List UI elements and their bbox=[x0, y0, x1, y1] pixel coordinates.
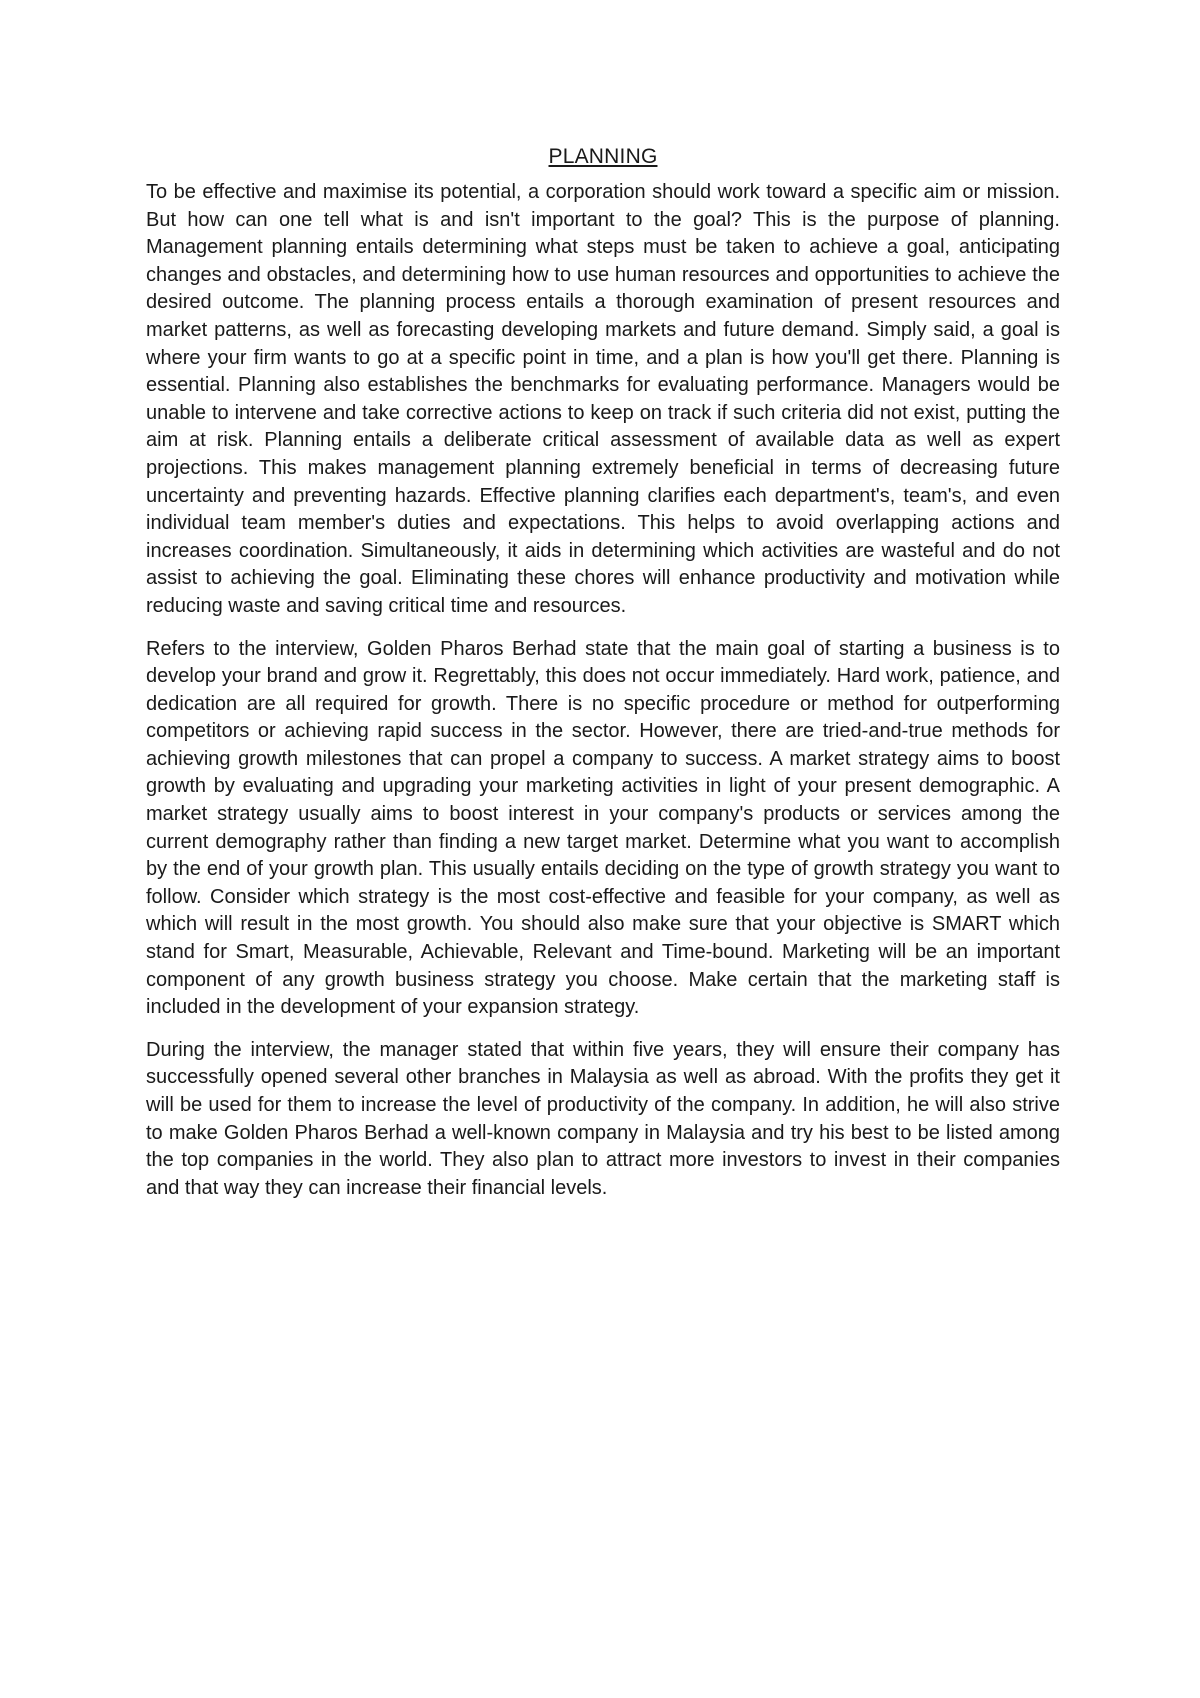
paragraph-planning-overview: To be effective and maximise its potential, a corporation should work toward a specific aim or mission. But how can one tell what is and isn't important to the goal? This is the purpose of planning. Management planning entails determining what steps must be taken to achieve a goal, anticipating changes and obstacles, and determining how to use human resources and opportunities to achieve the desired outcome. The planning process entails a thorough examination of present resources and market patterns, as well as forecasting developing markets and future demand. Simply said, a goal is where your firm wants to go at a specific point in time, and a plan is how you'll get there. Planning is essential. Planning also establishes the benchmarks for evaluating performance. Managers would be unable to intervene and take corrective actions to keep on track if such criteria did not exist, putting the aim at risk. Planning entails a deliberate critical assessment of available data as well as expert projections. This makes management planning extremely beneficial in terms of decreasing future uncertainty and preventing hazards. Effective planning clarifies each department's, team's, and even individual team member's duties and expectations. This helps to avoid overlapping actions and increases coordination. Simultaneously, it aids in determining which activities are wasteful and do not assist to achieving the goal. Eliminating these chores will enhance productivity and motivation while reducing waste and saving critical time and resources. bbox=[146, 181, 1060, 617]
paragraph-five-year-goals: During the interview, the manager stated that within five years, they will ensure their company has successfully opened several other branches in Malaysia as well as abroad. With the profits they get it will be used for them to increase the level of productivity of the company. In addition, he will also strive to make Golden Pharos Berhad a well-known company in Malaysia and try his best to be listed among the top companies in the world. They also plan to attract more investors to invest in their companies and that way they can increase their financial levels. bbox=[146, 1038, 1060, 1199]
paragraph-interview-growth: Refers to the interview, Golden Pharos Berhad state that the main goal of starting a business is to develop your brand and grow it. Regrettably, this does not occur immediately. Hard work, patience, and dedication are all required for growth. There is no specific procedure or method for outperforming competitors or achieving rapid success in the sector. However, there are tried-and-true methods for achieving growth milestones that can propel a company to success. A market strategy aims to boost growth by evaluating and upgrading your marketing activities in light of your present demographic. A market strategy usually aims to boost interest in your company's products or services among the current demography rather than finding a new target market. Determine what you want to accomplish by the end of your growth plan. This usually entails deciding on the type of growth strategy you want to follow. Consider which strategy is the most cost-effective and feasible for your company, as well as which will result in the most growth. You should also make sure that your objective is SMART which stand for Smart, Measurable, Achievable, Relevant and Time-bound. Marketing will be an important component of any growth business strategy you choose. Make certain that the marketing staff is included in the development of your expansion strategy. bbox=[146, 637, 1060, 1019]
document-content bbox=[146, 143, 1060, 1217]
page-title: PLANNING bbox=[548, 145, 658, 168]
